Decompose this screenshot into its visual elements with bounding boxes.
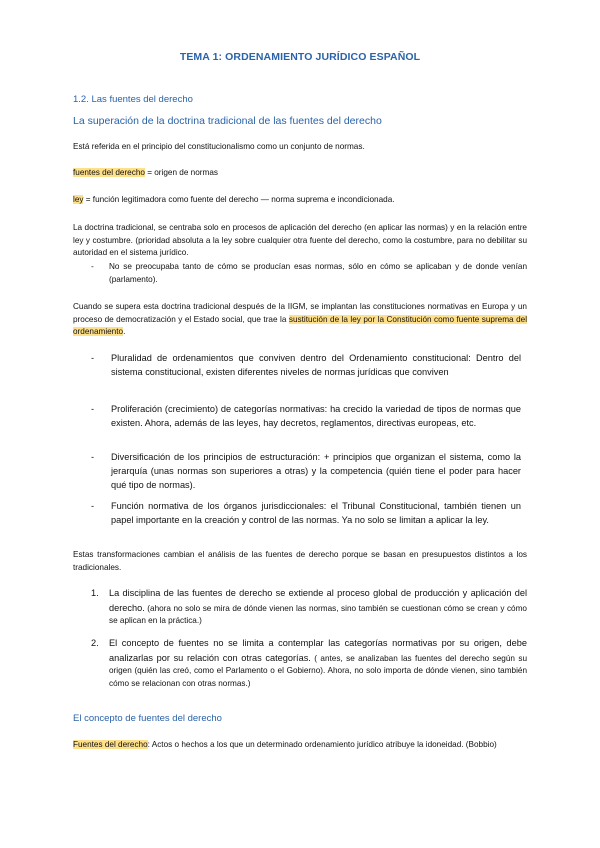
subheading-superacion: La superación de la doctrina tradicional de las fuentes del derecho <box>73 115 382 127</box>
numbered-item-text <box>109 586 527 628</box>
subheading-concepto: El concepto de fuentes del derecho <box>73 713 222 724</box>
highlighted-text: sustitución de la ley por la Constitución como fuente suprema del ordenamiento <box>73 314 528 336</box>
definition-text: : Actos o hechos a los que un determinado ordenamiento jurídico atribuye la idoneidad. (Bobbio) <box>147 740 497 749</box>
intro-paragraph: Está referida en el principio del constitucionalismo como un conjunto de normas. <box>73 142 365 151</box>
paragraph-doctrina-tradicional: La doctrina tradicional, se centraba solo en procesos de aplicación del derecho (en aplicar las normas) y en la relación entre ley y costumbre. (prioridad absoluta a la ley sobre cualquier otra fuente del derecho, como la costumbre, para no debilitar su autoridad en el sistema jurídico. <box>73 223 527 257</box>
numbered-item-main: La disciplina de las fuentes de derecho se extiende al proceso global de producción y aplicación del derecho. <box>109 588 527 613</box>
definition-ley <box>73 194 527 207</box>
list-item-text: Proliferación (crecimiento) de categorías normativas: ha crecido la variedad de tipos de normas que existen. Ahora, además de las leyes, hay decretos, reglamentos, directivas europeas, etc. <box>111 404 521 428</box>
numbered-item-note: (ahora no solo se mira de dónde vienen las normas, sino también se cuestionan cómo se crean y cómo se aplican en la práctica.) <box>109 603 527 625</box>
numbered-item-note: ( antes, se analizaban las fuentes del derecho según su origen (quién las creó, como el Parlamento o el Gobierno). Ahora, no solo importa de dónde vienen, sino también cómo se relacionan con otras normas.) <box>109 653 527 688</box>
section-heading: 1.2. Las fuentes del derecho <box>73 94 193 105</box>
numbered-item-main: El concepto de fuentes no se limita a contemplar las categorías normativas por su origen, debe analizarlas por su relación con otras categorías. <box>109 638 527 663</box>
definition-text: = función legitimadora como fuente del derecho — norma suprema e incondicionada. <box>83 195 395 204</box>
definition-term: fuentes del derecho <box>73 168 145 177</box>
bullet-dash: - <box>91 501 95 511</box>
bullet-dash: - <box>91 353 95 363</box>
definition-fuentes-bobbio <box>73 739 527 752</box>
definition-text: = origen de normas <box>144 168 218 177</box>
bullet-dash: - <box>91 404 95 414</box>
paragraph-text: . <box>123 327 126 336</box>
page-title: TEMA 1: ORDENAMIENTO JURÍDICO ESPAÑOL <box>179 51 421 63</box>
item-number: 1. <box>91 588 99 598</box>
list-item-text: Pluralidad de ordenamientos que conviven dentro del Ordenamiento constitucional: Dentro del sistema constitucional, existen diferentes niveles de normas jurídicas que conviven <box>111 353 521 377</box>
list-item-text: No se preocupaba tanto de cómo se producían esas normas, sólo en cómo se aplicaban y de donde venían (parlamento). <box>109 262 527 284</box>
definition-term: Fuentes del derecho <box>73 740 148 749</box>
paragraph-superacion <box>73 301 527 339</box>
list-item-text: Función normativa de los órganos jurisdiccionales: el Tribunal Constitucional, también tienen un papel importante en la creación y control de las normas. Ya no solo se limitan a aplicar la ley. <box>111 501 521 525</box>
bullet-dash: - <box>91 262 94 271</box>
list-item-text: Diversificación de los principios de estructuración: + principios que organizan el sistema, como la jerarquía (unas normas son superiores a otras) y la competencia (quién tiene el poder para hacer qué tipo de normas). <box>111 452 521 490</box>
paragraph-transformaciones: Estas transformaciones cambian el análisis de las fuentes de derecho porque se basan en presupuestos distintos a los tradicionales. <box>73 550 527 572</box>
numbered-item-text <box>109 636 527 690</box>
paragraph-text: Cuando se supera esta doctrina tradicional después de la IIGM, se implantan las constituciones normativas en Europa y un proceso de democratización y el Estado social, que trae la <box>73 302 527 324</box>
item-number: 2. <box>91 638 99 648</box>
definition-term: ley <box>73 195 84 204</box>
definition-fuentes <box>73 167 527 180</box>
bullet-dash: - <box>91 452 95 462</box>
